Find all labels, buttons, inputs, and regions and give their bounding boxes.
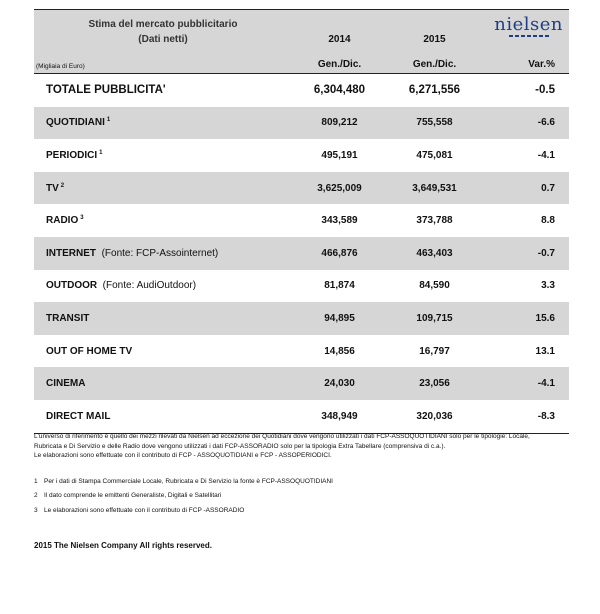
value-2014: 3,625,009 (292, 172, 387, 205)
period-2014-header: Gen./Dic. (292, 48, 387, 74)
table-row (34, 172, 569, 205)
copyright-notice: 2015 The Nielsen Company All rights reserved. (34, 541, 212, 550)
value-2015: 6,271,556 (408, 84, 461, 97)
footnote-text: Il dato comprende le emittenti Generaliste, Digitali e Satellitari (44, 492, 222, 499)
unit-label: (Migliaia di Euro) (34, 48, 292, 74)
value-2014: 6,304,480 (313, 84, 366, 97)
media-label-cell (34, 74, 292, 107)
value-2014: 24,030 (292, 367, 387, 400)
value-2014: 809,212 (292, 107, 387, 140)
footnote-reference: 2 (60, 182, 65, 189)
media-label-cell (34, 237, 292, 270)
value-2014: 94,895 (292, 302, 387, 335)
media-label: QUOTIDIANI (46, 117, 105, 129)
variation-percent: 3.3 (541, 280, 555, 292)
value-2015: 373,788 (416, 215, 453, 227)
nielsen-logo (482, 10, 569, 49)
universe-notes (34, 432, 574, 461)
footnote-reference: 3 (80, 215, 84, 222)
variation-percent: -8.3 (482, 400, 569, 433)
value-2014: 348,949 (292, 400, 387, 433)
media-label-cell (34, 270, 292, 303)
note-line: L'universo di riferimento è quello dei mezzi rilevati da Nielsen ad eccezione dei Quotidiani dove vengono utilizzati i dati FCP-ASSOQUOTIDIANI solo per le tipologie: Locale, (34, 433, 530, 440)
value-2014: 495,191 (321, 149, 358, 161)
value-2015: 109,715 (387, 302, 482, 335)
media-label-cell (34, 335, 292, 368)
variation-percent: -4.1 (537, 149, 555, 161)
media-label-cell (34, 107, 292, 140)
footnote-mark: 1 (34, 478, 38, 485)
value-2015: 16,797 (419, 345, 450, 357)
variation-percent: -0.5 (535, 84, 555, 97)
value-2015: 84,590 (419, 280, 450, 292)
value-2014: 343,589 (321, 215, 358, 227)
media-label: OUT OF HOME TV (46, 345, 133, 357)
table-row (34, 400, 569, 433)
media-label-cell (34, 302, 292, 335)
table-row (34, 335, 569, 368)
table-title: Stima del mercato pubblicitario (88, 19, 238, 30)
nielsen-logo-dots (494, 35, 563, 37)
media-label: PERIODICI (46, 149, 98, 161)
table-row (34, 367, 569, 400)
variation-percent: 15.6 (482, 302, 569, 335)
footnote-mark: 2 (34, 492, 38, 499)
footnote-reference: 1 (99, 149, 103, 156)
footnote-mark: 3 (34, 507, 38, 514)
footnote-text: Per i dati di Stampa Commerciale Locale, Rubricata e Di Servizio la fonte è FCP-ASSOQUOTIDIANI (44, 478, 333, 485)
variation-percent: 13.1 (535, 345, 555, 357)
variation-percent: 0.7 (482, 172, 569, 205)
footnote-1 (34, 477, 574, 486)
media-label: RADIO (46, 215, 79, 227)
media-label-cell (34, 400, 292, 433)
variation-percent: 8.8 (541, 215, 555, 227)
media-label: INTERNET (46, 247, 96, 259)
table-row (34, 204, 569, 237)
market-estimate-sheet (34, 9, 569, 434)
media-label-cell (34, 204, 292, 237)
note-line: Rubricata e Di Servizio e delle Radio dove vengono utilizzati i dati FCP-ASSORADIO solo per la tipologia Extra Tabellare (comprensiva di c.a.). (34, 442, 446, 450)
value-2014: 14,856 (324, 345, 355, 357)
media-label: TOTALE PUBBLICITA' (46, 84, 166, 97)
data-source-note: (Fonte: AudiOutdoor) (102, 280, 197, 292)
table-row (34, 302, 569, 335)
table-row (34, 139, 569, 172)
data-source-note: (Fonte: FCP-Assointernet) (101, 247, 219, 259)
table-row (34, 270, 569, 303)
footnote-2 (34, 491, 574, 500)
table-row (34, 237, 569, 270)
media-label: TV (46, 182, 59, 194)
value-2015: 463,403 (387, 237, 482, 270)
media-label-cell (34, 367, 292, 400)
media-label-cell (34, 139, 292, 172)
variation-header: Var.% (482, 48, 569, 74)
variation-percent: -0.7 (482, 237, 569, 270)
value-2014: 466,876 (292, 237, 387, 270)
table-row (34, 107, 569, 140)
variation-percent: -4.1 (482, 367, 569, 400)
media-label: DIRECT MAIL (46, 410, 111, 422)
advertising-market-table (34, 9, 569, 434)
value-2014: 81,874 (324, 280, 355, 292)
value-2015: 320,036 (387, 400, 482, 433)
media-label: OUTDOOR (46, 280, 98, 292)
footnote-text: Le elaborazioni sono effettuate con il contributo di FCP -ASSORADIO (44, 507, 245, 514)
footnote-3 (34, 506, 574, 515)
period-2015-header: Gen./Dic. (387, 48, 482, 74)
value-2015: 755,558 (387, 107, 482, 140)
year-2014-header: 2014 (328, 33, 351, 45)
variation-percent: -6.6 (482, 107, 569, 140)
year-2015-header: 2015 (423, 33, 446, 45)
value-2015: 3,649,531 (387, 172, 482, 205)
media-label: CINEMA (46, 378, 86, 390)
table-row (34, 74, 569, 107)
nielsen-logo-wordmark: nielsen (494, 14, 563, 35)
value-2015: 23,056 (387, 367, 482, 400)
table-subtitle: (Dati netti) (138, 33, 188, 45)
media-label: TRANSIT (46, 312, 90, 324)
media-label-cell (34, 172, 292, 205)
note-line: Le elaborazioni sono effettuate con il contributo di FCP - ASSOQUOTIDIANI e FCP - ASSOPERIODICI. (34, 452, 332, 459)
value-2015: 475,081 (416, 149, 453, 161)
footnote-reference: 1 (106, 117, 111, 124)
